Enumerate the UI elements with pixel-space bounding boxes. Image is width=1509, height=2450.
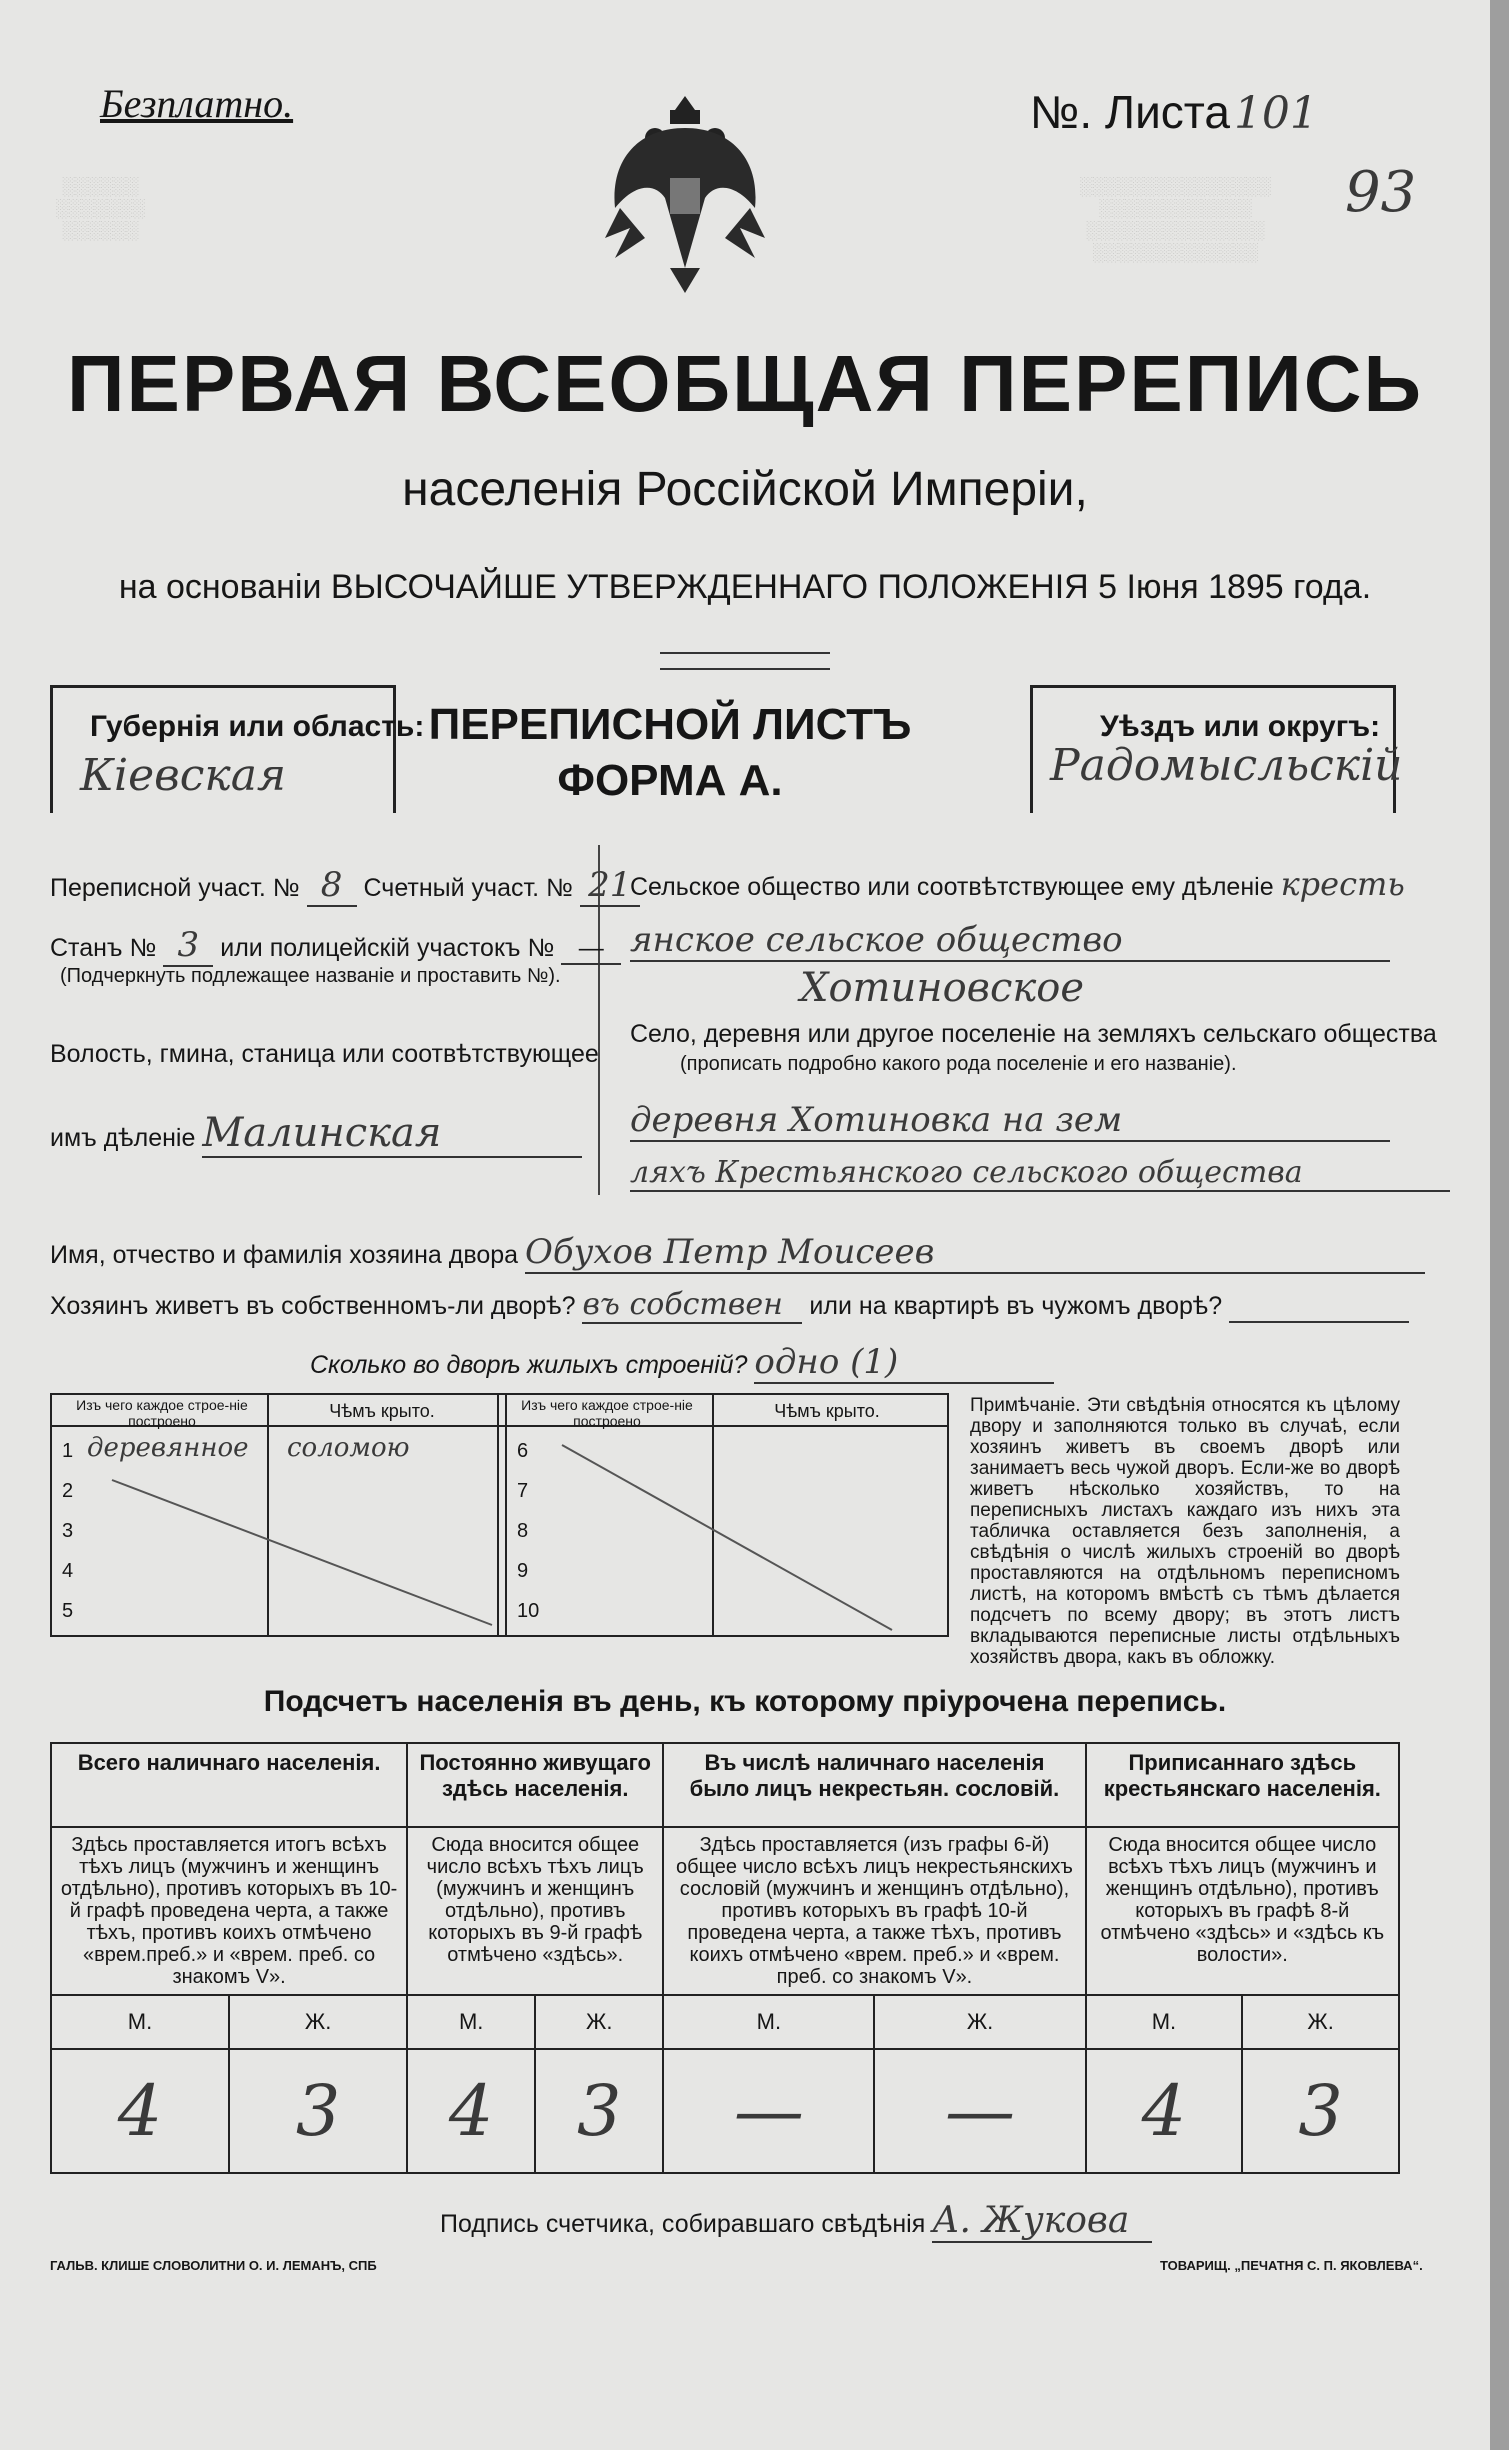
stan-label: Станъ №: [50, 934, 157, 962]
society-value-1: кресть: [1280, 865, 1405, 903]
volost-value: Малинская: [202, 1110, 582, 1158]
owner-row: [50, 1232, 1425, 1274]
owner-name-label: Имя, отчество и фамилія хозяина двора: [50, 1241, 519, 1269]
male-header: М.: [663, 1995, 874, 2049]
population-caption: Подсчетъ населенія въ день, къ которому пріурочена перепись.: [263, 1685, 1227, 1718]
owner-rent-label: или на квартирѣ въ чужомъ дворѣ?: [809, 1292, 1223, 1320]
female-header: Ж.: [1242, 1995, 1399, 2049]
permanent-female-count: 3: [535, 2049, 663, 2173]
buildings-note: Примѣчаніе. Эти свѣдѣнія относятся къ цѣлому двору и заполняются только въ случаѣ, если хозяинъ живетъ въ своемъ дворѣ или занимаетъ весь чужой дворъ. Если-же во дворѣ живетъ нѣсколько хозяйствъ, то на переписныхъ листахъ каждаго изъ нихъ эта табличка оставляется безъ заполненія, а свѣдѣнія о числѣ жилыхъ строеній во дворѣ проставляются на отдѣльномъ переписномъ листѣ, на которомъ вмѣстѣ съ тѣмъ дѣлается подсчетъ по всему двору; въ этотъ листъ вкладываются переписные листы отдѣльныхъ хозяйствъ двора, какъ въ обложку.: [970, 1395, 1400, 1668]
noncrestyan-female-count: —: [874, 2049, 1085, 2173]
pop-desc-registered: Сюда вносится общее число всѣхъ тѣхъ лицъ (мужчинъ и женщинъ отдѣльно), противъ которыхъ въ графѣ 8-й отмѣчено «здѣсь» и «здѣсь къ волости».: [1086, 1827, 1399, 1995]
village-value-1: деревня Хотиновка на зем: [630, 1100, 1390, 1142]
society-value-2: янское сельское общество: [630, 920, 1390, 962]
total-female-count: 3: [229, 2049, 407, 2173]
registered-female-count: 3: [1242, 2049, 1399, 2173]
male-header: М.: [407, 1995, 535, 2049]
registered-male-count: 4: [1086, 2049, 1243, 2173]
gubernia-value: Кіевская: [80, 750, 287, 801]
female-header: Ж.: [229, 1995, 407, 2049]
census-subtitle: населенія Россійской Имперіи,: [402, 463, 1088, 516]
form-title: [410, 697, 930, 809]
imperial-eagle-emblem: [600, 88, 770, 298]
uchast-row: [50, 865, 640, 907]
census-title: ПЕРВАЯ ВСЕОБЩАЯ ПЕРЕПИСЬ: [67, 339, 1423, 428]
row-number: 8: [517, 1520, 529, 1542]
total-male-count: 4: [51, 2049, 229, 2173]
bleed-through-text: ░░░░░░ ░░░░░░░ ░░░░░░: [55, 176, 145, 240]
buildings-row: [310, 1342, 1054, 1384]
village-label: Село, деревня или другое поселеніе на земляхъ сельскаго общества: [630, 1020, 1437, 1048]
pop-head-permanent: Постоянно живущаго здѣсь населенія.: [407, 1743, 663, 1827]
uchast-value: 8: [307, 865, 357, 907]
row-number: 5: [62, 1600, 74, 1622]
noncrestyan-male-count: —: [663, 2049, 874, 2173]
society-label: Сельское общество или соотвѣтствующее ему дѣленіе: [630, 873, 1274, 901]
schet-value: 21: [580, 865, 640, 907]
volost-label-2: имъ дѣленіе: [50, 1124, 196, 1152]
buildings-table: [50, 1393, 949, 1637]
volost-row: [50, 1110, 582, 1158]
buildings-label: Сколько во дворѣ жилыхъ строеній?: [310, 1351, 748, 1379]
row-number: 10: [517, 1600, 540, 1622]
form-title-line2: ФОРМА А.: [557, 756, 783, 805]
footer-left: ГАЛЬВ. КЛИШЕ СЛОВОЛИТНИ О. И. ЛЕМАНЪ, СПБ: [50, 2258, 377, 2273]
uezd-value: Радомысльскій: [1050, 740, 1403, 791]
pop-desc-noncrestyan: Здѣсь проставляется (изъ графы 6-й) общее число всѣхъ лицъ некрестьянскихъ сословій (мужчинъ и женщинъ отдѣльно), противъ которыхъ въ графѣ 10-й проведена черта, а также тѣхъ, противъ коихъ отмѣчено «врем. преб.» и «врем. преб. со знакомъ V».: [663, 1827, 1085, 1995]
uchast-label: Переписной участ. №: [50, 874, 300, 902]
owner-lives-label: Хозяинъ живетъ въ собственномъ-ли дворѣ?: [50, 1292, 576, 1320]
male-header: М.: [51, 1995, 229, 2049]
row-number: 4: [62, 1560, 74, 1582]
pop-head-registered: Приписаннаго здѣсь крестьянскаго населенія.: [1086, 1743, 1399, 1827]
footer-right: ТОВАРИЩ. „ПЕЧАТНЯ С. П. ЯКОВЛЕВА“.: [1160, 2258, 1423, 2273]
police-value: —: [561, 934, 621, 965]
pop-head-noncrestyan: Въ числѣ наличнаго населенія было лицъ некрестьян. сословій.: [663, 1743, 1085, 1827]
row-number: 3: [62, 1520, 74, 1542]
society-value-3: Хотиновское: [800, 965, 1085, 1011]
row1-material: деревянное: [87, 1433, 249, 1463]
legal-basis: на основаніи ВЫСОЧАЙШЕ УТВЕРЖДЕННАГО ПОЛОЖЕНІЯ 5 Іюня 1895 года.: [118, 568, 1372, 606]
police-label: или полицейскій участокъ №: [220, 934, 555, 962]
society-row: [630, 865, 1405, 903]
owner-name-value: Обухов Петр Моисеев: [525, 1232, 1425, 1274]
owner-lives-value: въ собствен: [582, 1287, 802, 1324]
sheet-number-value: 101: [1233, 88, 1318, 139]
stan-value: 3: [163, 925, 213, 967]
owner-rent-value: [1229, 1292, 1409, 1323]
buildings-col2-left: Чѣмъ крыто.: [329, 1401, 435, 1421]
bleed-through-text: ░░░░░░░░░░░░░░░ ░░░░░░░░░░░░ ░░░░░░░░░░░░░░ ░░░░░░░░░░░░░: [1079, 176, 1271, 262]
male-header: М.: [1086, 1995, 1243, 2049]
underline-note: (Подчеркнуть подлежащее названіе и проставить №).: [60, 965, 561, 987]
schet-label: Счетный участ. №: [363, 874, 573, 902]
sheet-number: [1030, 85, 1318, 139]
paper-edge: [1490, 0, 1509, 2450]
sheet-number-label: №. Листа: [1030, 86, 1230, 138]
pop-desc-permanent: Сюда вносится общее число всѣхъ тѣхъ лицъ (мужчинъ и женщинъ отдѣльно), противъ которыхъ въ 9-й графѣ отмѣчено «здѣсь».: [407, 1827, 663, 1995]
population-table: [50, 1742, 1400, 2174]
buildings-value: одно (1): [754, 1342, 1054, 1384]
buildings-col1-right: Изъ чего каждое строе-ніе построено: [521, 1397, 693, 1429]
signature-label: Подпись счетчика, собиравшаго свѣдѣнія: [440, 2210, 926, 2238]
pop-head-total: Всего наличнаго населенія.: [51, 1743, 407, 1827]
row-number: 2: [62, 1480, 74, 1502]
village-note: (прописать подробно какого рода поселеніе и его названіе).: [680, 1053, 1237, 1075]
stan-row: [50, 925, 621, 967]
buildings-col2-right: Чѣмъ крыто.: [774, 1401, 880, 1421]
signature-value: А. Жукова: [932, 2200, 1152, 2243]
row-number: 7: [517, 1480, 529, 1502]
free-label: Безплатно.: [100, 81, 294, 126]
female-header: Ж.: [535, 1995, 663, 2049]
page-number: 93: [1345, 160, 1417, 225]
row-number: 9: [517, 1560, 529, 1582]
form-title-line1: ПЕРЕПИСНОЙ ЛИСТЪ: [428, 700, 912, 749]
gubernia-label: Губернія или область:: [90, 710, 425, 743]
buildings-col1-left: Изъ чего каждое строе-ніе построено: [76, 1397, 248, 1429]
volost-label: Волость, гмина, станица или соотвѣтствующее: [50, 1040, 599, 1068]
row-number: 1: [62, 1440, 74, 1462]
owner-lives-row: [50, 1287, 1409, 1324]
row1-roof: соломою: [287, 1433, 410, 1463]
pop-desc-total: Здѣсь проставляется итогъ всѣхъ тѣхъ лицъ (мужчинъ и женщинъ отдѣльно), противъ которыхъ въ 10-й графѣ проведена черта, а также тѣхъ, противъ коихъ отмѣчено «врем.преб.» и «врем. преб. со знакомъ V».: [51, 1827, 407, 1995]
uezd-label: Уѣздъ или округъ:: [1100, 710, 1381, 743]
permanent-male-count: 4: [407, 2049, 535, 2173]
row-number: 6: [517, 1440, 529, 1462]
female-header: Ж.: [874, 1995, 1085, 2049]
ornament-divider: [660, 652, 830, 670]
strike-lines: [52, 1425, 947, 1635]
signature-row: [440, 2200, 1152, 2243]
village-value-2: ляхъ Крестьянского сельского общества: [630, 1155, 1450, 1192]
